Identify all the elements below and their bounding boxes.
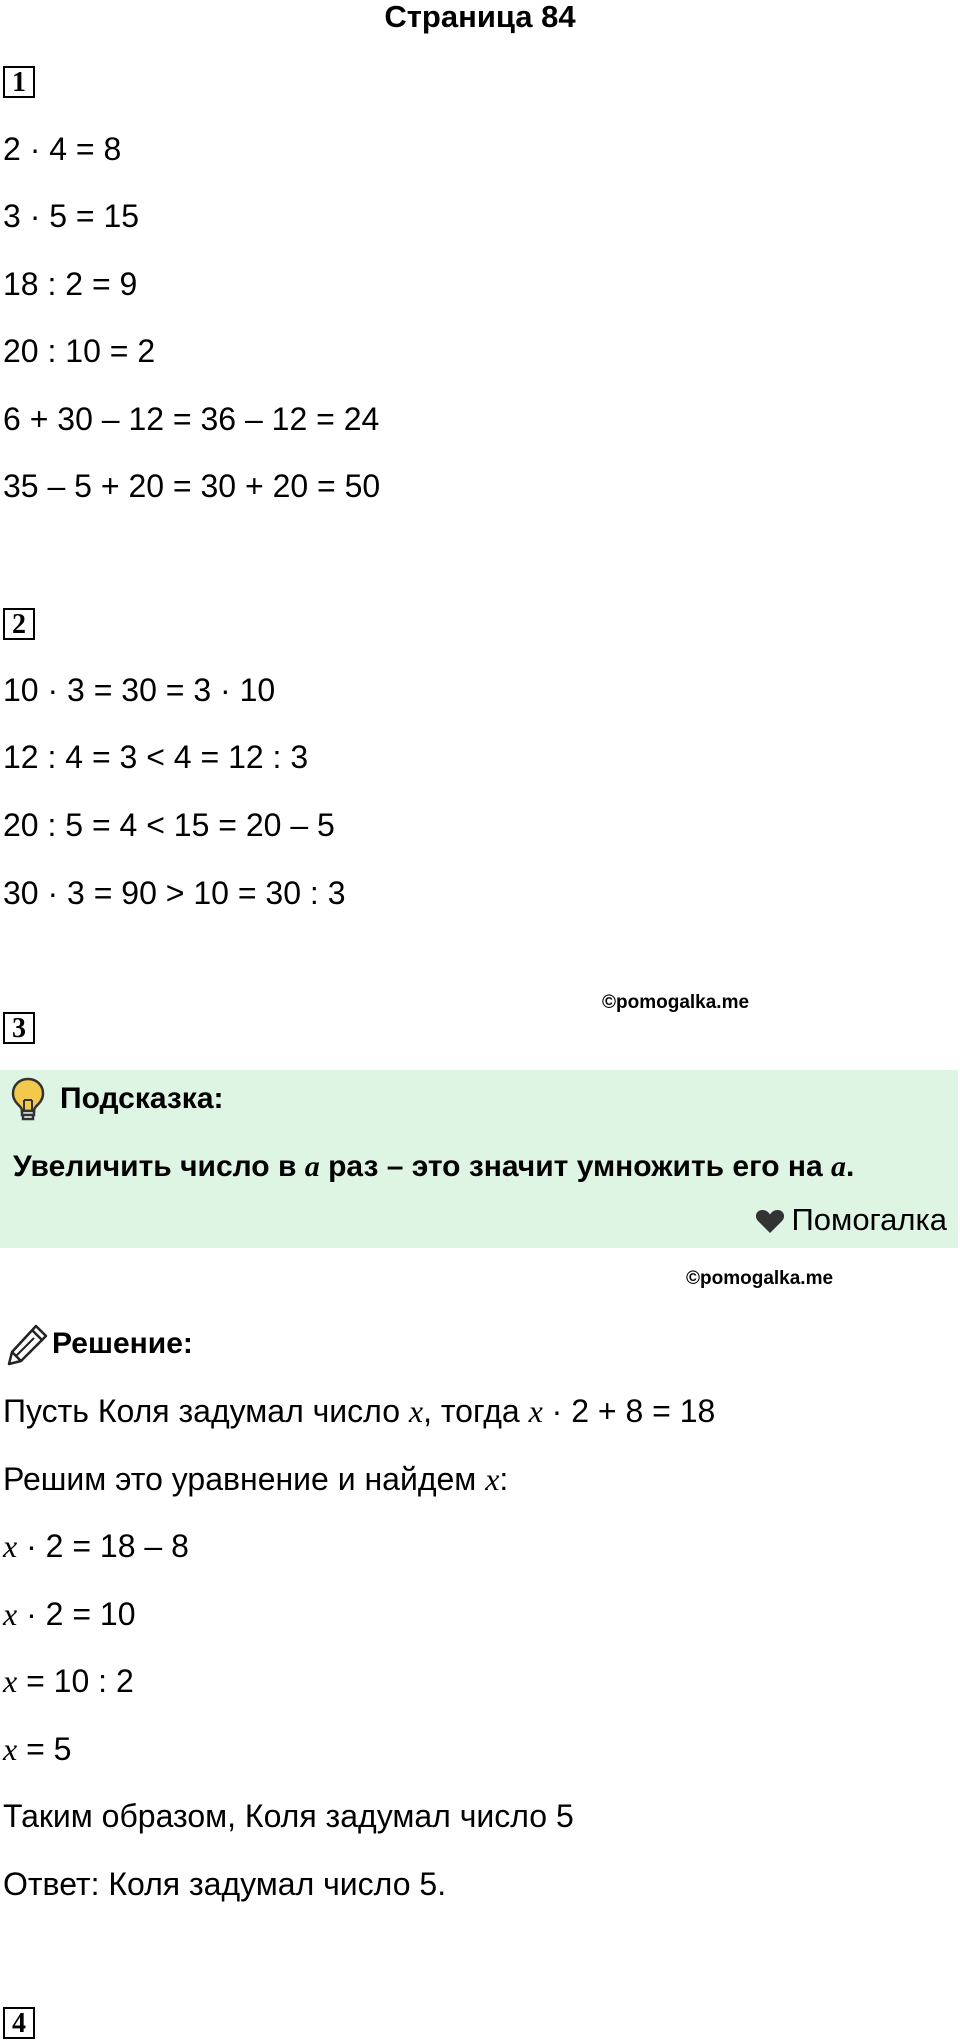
conclusion-line: Таким образом, Коля задумал число 5 <box>3 1798 574 1834</box>
lightbulb-icon <box>10 1076 46 1127</box>
solution-title: Решение: <box>52 1327 193 1360</box>
solution-text: : <box>499 1461 509 1497</box>
solution-text: , тогда <box>423 1393 529 1429</box>
equation-line <box>3 1662 134 1700</box>
task1-line: 6 + 30 – 12 = 36 – 12 = 24 <box>3 401 380 437</box>
equation-line <box>3 1595 136 1633</box>
task2-line: 30 · 3 = 90 > 10 = 30 : 3 <box>3 875 346 911</box>
variable-x: x <box>3 1731 18 1767</box>
task-number-1: 1 <box>3 66 35 98</box>
hint-text-part: . <box>846 1150 855 1183</box>
brand-label <box>755 1200 947 1240</box>
task-number-4: 4 <box>3 2007 35 2039</box>
variable-x: x <box>485 1461 500 1497</box>
solution-text: Решим это уравнение и найдем <box>3 1461 486 1497</box>
equation-line <box>3 1527 189 1565</box>
solution-text: Пусть Коля задумал число <box>3 1393 409 1429</box>
hint-text-part: раз – это значит умножить его на <box>319 1150 831 1183</box>
solution-line <box>3 1392 715 1430</box>
variable-a: a <box>831 1150 846 1183</box>
task2-line: 20 : 5 = 4 < 15 = 20 – 5 <box>3 807 335 843</box>
variable-x: x <box>3 1596 18 1632</box>
watermark: ©pomogalka.me <box>602 992 750 1013</box>
variable-a: a <box>304 1150 320 1183</box>
solution-text: · 2 + 8 = 18 <box>542 1393 716 1429</box>
watermark: ©pomogalka.me <box>686 1268 834 1289</box>
heart-icon <box>755 1208 785 1234</box>
hint-text <box>13 1147 854 1187</box>
task1-line: 3 · 5 = 15 <box>3 198 140 234</box>
equation-text: · 2 = 10 <box>17 1596 136 1632</box>
page-title: Страница 84 <box>384 0 576 34</box>
task1-line: 2 · 4 = 8 <box>3 131 122 167</box>
equation-text: · 2 = 18 – 8 <box>17 1528 189 1564</box>
task2-line: 12 : 4 = 3 < 4 = 12 : 3 <box>3 739 309 775</box>
variable-x: x <box>3 1663 18 1699</box>
task1-line: 20 : 10 = 2 <box>3 333 156 369</box>
pencil-icon <box>6 1322 50 1371</box>
hint-title: Подсказка: <box>60 1082 224 1115</box>
brand-name: Помогалка <box>791 1202 947 1237</box>
variable-x: x <box>528 1393 543 1429</box>
task1-line: 18 : 2 = 9 <box>3 266 138 302</box>
answer-line: Ответ: Коля задумал число 5. <box>3 1866 447 1902</box>
equation-text: = 5 <box>17 1731 72 1767</box>
equation-line <box>3 1730 71 1768</box>
task1-line: 35 – 5 + 20 = 30 + 20 = 50 <box>3 468 381 504</box>
task2-line: 10 · 3 = 30 = 3 · 10 <box>3 672 276 708</box>
solution-line <box>3 1460 508 1498</box>
variable-x: x <box>3 1528 18 1564</box>
hint-text-part: Увеличить число в <box>13 1150 305 1183</box>
variable-x: x <box>408 1393 424 1429</box>
task-number-2: 2 <box>3 608 35 640</box>
equation-text: = 10 : 2 <box>17 1663 134 1699</box>
task-number-3: 3 <box>3 1012 35 1044</box>
